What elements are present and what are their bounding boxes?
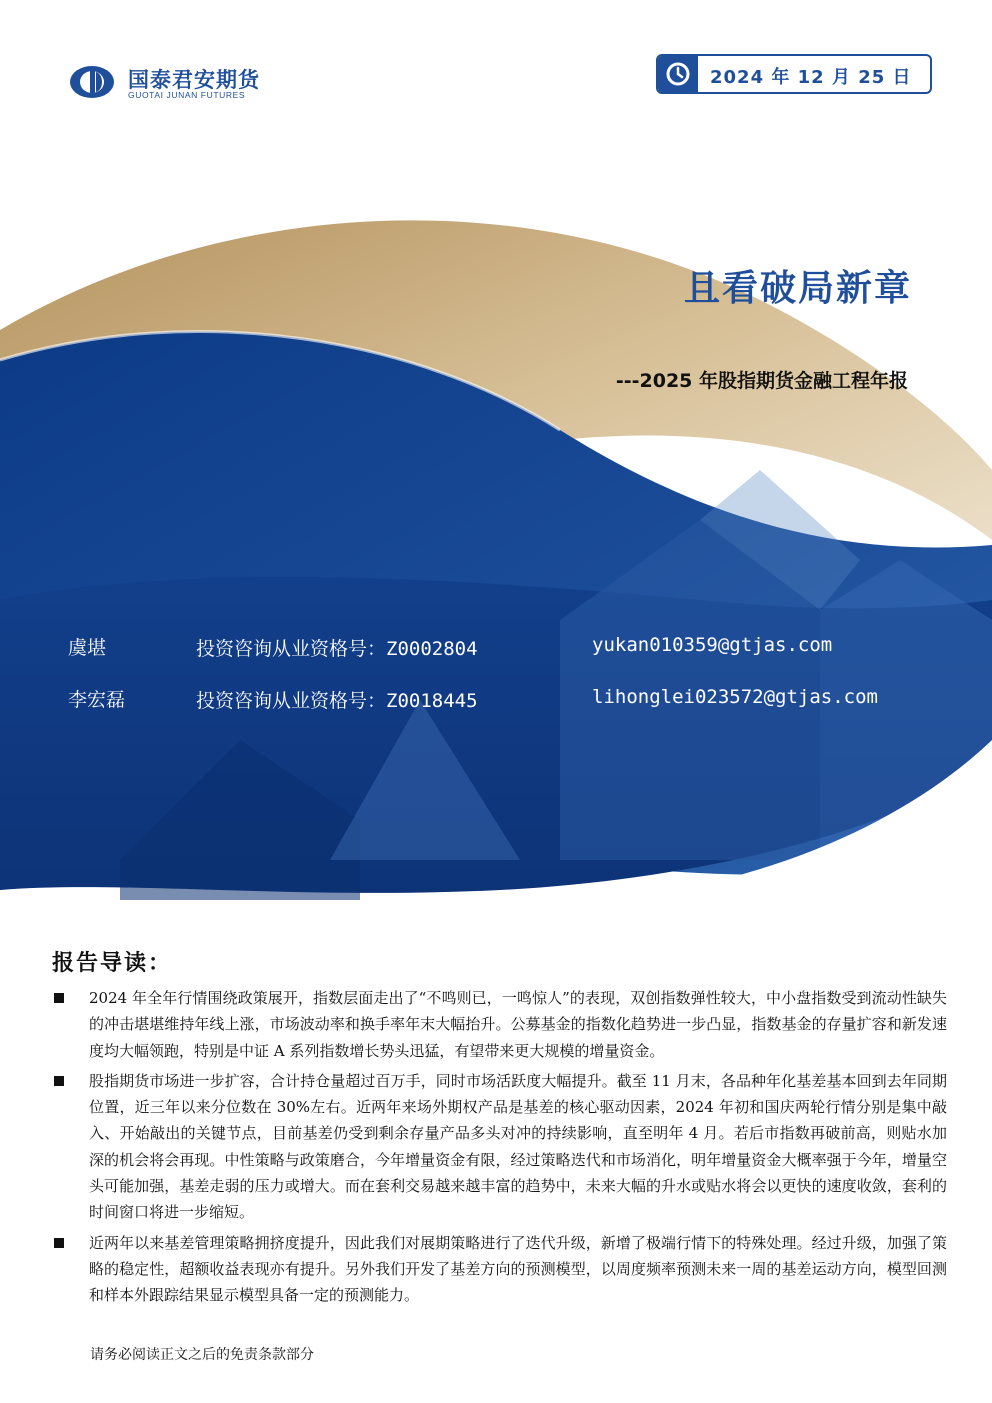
report-subtitle: ---2025 年股指期货金融工程年报 (615, 370, 908, 392)
author-cert-number: 投资咨询从业资格号：Z0002804 (196, 638, 478, 660)
intro-heading: 报告导读： (52, 950, 173, 976)
author-cert-number: 投资咨询从业资格号：Z0018445 (196, 690, 478, 712)
list-item (52, 1068, 947, 1226)
report-date: 2024 年 12 月 25 日 (710, 67, 912, 88)
disclaimer-note: 请务必阅读正文之后的免责条款部分 (90, 1347, 314, 1363)
list-item (52, 1230, 947, 1309)
author-name: 虞堪 (68, 637, 107, 659)
bullet-text: 近两年以来基差管理策略拥挤度提升，因此我们对展期策略进行了迭代升级，新增了极端行情下的特殊处理。经过升级，加强了策略的稳定性，超额收益表现亦有提升。另外我们开发了基差方向的预测模型，以周度频率预测未来一周的基差运动方向，模型回测和样本外跟踪结果显示模型具备一定的预测能力。 (89, 1233, 947, 1305)
intro-bullet-list (52, 985, 947, 1313)
logo-english-name: GUOTAI JUNAN FUTURES (128, 90, 246, 100)
logo-chinese-name: 国泰君安期货 (128, 68, 260, 92)
square-bullet-icon (54, 993, 64, 1003)
company-logo (70, 62, 310, 104)
bullet-text: 2024 年全年行情围绕政策展开，指数层面走出了“不鸣则已，一鸣惊人”的表现，双创指数弹性较大，中小盘指数受到流动性缺失的冲击堪堪维持年线上涨，市场波动率和换手率年末大幅抬升。公募基金的指数化趋势进一步凸显，指数基金的存量扩容和新发速度均大幅领跑，特别是中证 A 系列指数增长势头迅猛，有望带来更大规模的增量资金。 (89, 989, 947, 1060)
author-name: 李宏磊 (68, 689, 126, 711)
author-email[interactable]: yukan010359@gtjas.com (592, 634, 833, 656)
report-date-box (656, 54, 932, 94)
square-bullet-icon (54, 1238, 64, 1248)
list-item (52, 985, 947, 1064)
author-email[interactable]: lihonglei023572@gtjas.com (592, 686, 878, 708)
gtja-logo-icon (70, 64, 118, 100)
square-bullet-icon (54, 1076, 64, 1086)
report-title: 且看破局新章 (683, 268, 912, 309)
bullet-text: 股指期货市场进一步扩容，合计持仓量超过百万手，同时市场活跃度大幅提升。截至 11 月末，各品种年化基差基本回到去年同期位置，近三年以来分位数在 30%左右。近两年来场外期权产品是基差的核心驱动因素，2024 年初和国庆两轮行情分别是集中敲入、开始敲出的关键节点，目前基差仍受到剩余存量产品多头对冲的持续影响，直至明年 4 月。若后市指数再破前高，则贴水加深的机会将会再现。中性策略与政策磨合，今年增量资金有限，经过策略迭代和市场消化，明年增量资金大概率强于今年，增量空头可能加强，基差走弱的压力或增大。而在套利交易越来越丰富的趋势中，未来大幅的升水或贴水将会以更快的速度收敛，套利的时间窗口将进一步缩短。 (89, 1071, 947, 1222)
clock-icon (658, 56, 698, 92)
